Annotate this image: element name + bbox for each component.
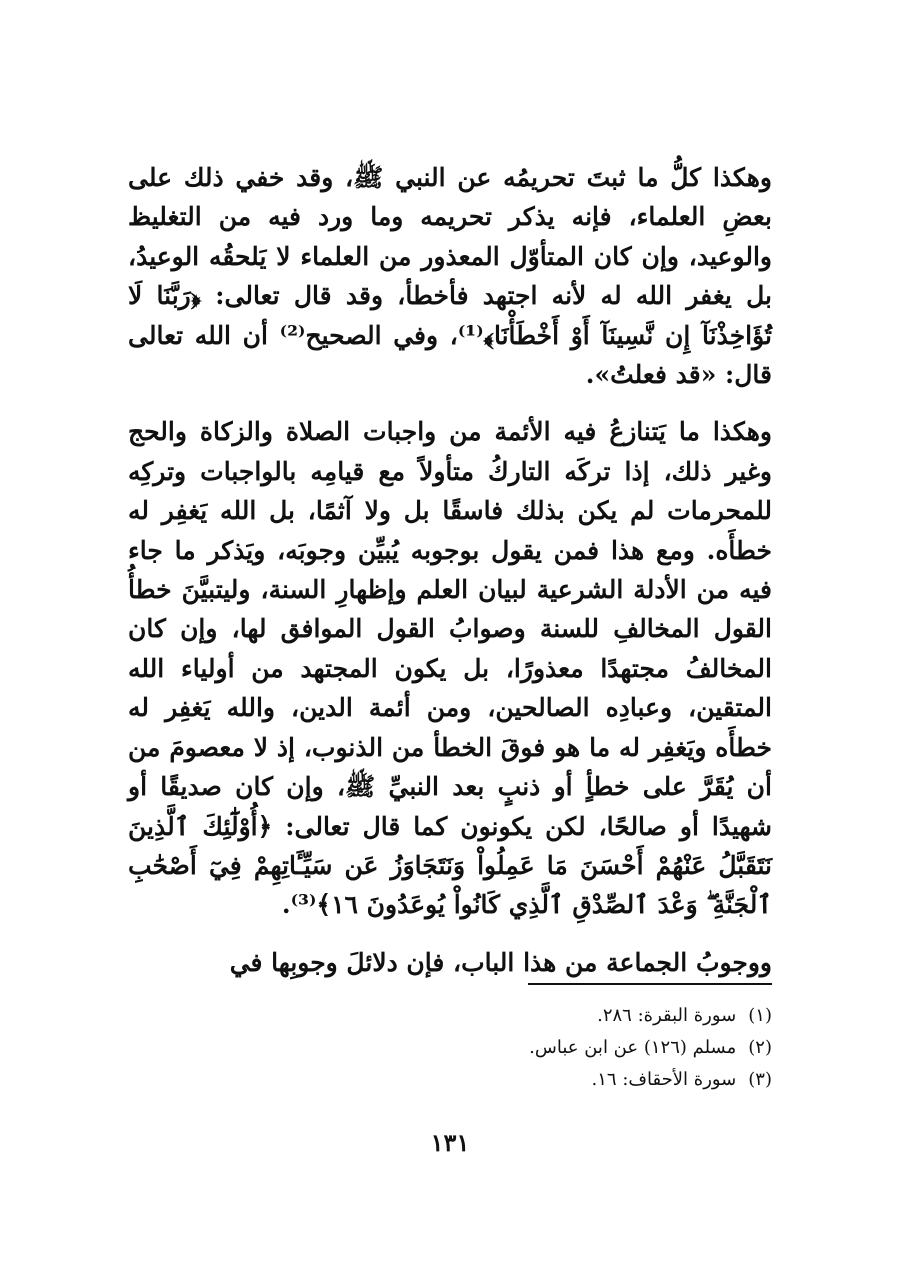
footnote-divider [528, 983, 772, 985]
footnote-1 [372, 1000, 772, 1032]
footnote-3 [372, 1064, 772, 1096]
footnote-text: سورة الأحقاف: ١٦. [591, 1069, 737, 1090]
footnote-2 [372, 1032, 772, 1064]
main-text [128, 158, 772, 982]
footnote-number: (٣) [748, 1069, 772, 1090]
paragraph-2: وهكذا ما يَتنازعُ فيه الأئمة من واجبات الصلاة والزكاة والحج وغير ذلك، إذا تركَه التاركُ متأولاً مع قيامِه بالواجبات وتركِه للمحرمات لم يكن بذلك فاسقًا بل ولا آثمًا، بل الله يَغفِر له خطأَه. ومع هذا فمن يقول بوجوبه يُبيِّن وجوبَه، ويَذكر ما جاء فيه من الأدلة الشرعية لبيان العلم وإظهارِ السنة، وليتبيَّنَ خطأُ القول المخالفِ للسنة وصوابُ القول الموافق لها، وإن كان المخالفُ مجتهدًا معذورًا، بل يكون المجتهد من أولياء الله المتقين، وعبادِه الصالحين، ومن أئمة الدين، والله يَغفِر له خطأَه ويَغفِر له ما هو فوقَ الخطأ من الذنوب، إذ لا معصومَ من أن يُقَرَّ على خطأٍ أو ذنبٍ بعد النبيِّ ﷺ، وإن كان صديقًا أو شهيدًا أو صالحًا، لكن يكونون كما قال تعالى: ﴿أُوْلَٰٓئِكَ ٱلَّذِينَ نَتَقَبَّلُ عَنْهُمْ أَحْسَنَ مَا عَمِلُواْ وَنَتَجَاوَزُ عَن سَيِّـَٔاتِهِمْ فِيٓ أَصْحَٰبِ ٱلْجَنَّةِ ۖ وَعْدَ ٱلصِّدْقِ ٱلَّذِي كَانُواْ يُوعَدُونَ ١٦﴾⁽³⁾. [128, 417, 772, 920]
paragraph-3: ووجوبُ الجماعة من هذا الباب، فإن دلائلَ وجوبِها في [229, 947, 772, 977]
footnote-text: سورة البقرة: ٢٨٦. [597, 1005, 737, 1026]
page-number: ١٣١ [430, 1128, 470, 1157]
footnote-text: مسلم (١٢٦) عن ابن عباس. [529, 1037, 737, 1058]
footnote-number: (٢) [748, 1037, 772, 1058]
footnotes [372, 1000, 772, 1096]
paragraph-1: وهكذا كلُّ ما ثبتَ تحريمُه عن النبي ﷺ، وقد خفي ذلك على بعضِ العلماء، فإنه يذكر تحريمه وما ورد فيه من التغليظ والوعيد، وإن كان المتأوّل المعذور من العلماء لا يَلحقُه الوعيدُ، بل يغفر الله له لأنه اجتهد فأخطأ، وقد قال تعالى: ﴿رَبَّنَا لَا تُؤَاخِذْنَآ إِن نَّسِينَآ أَوْ أَخْطَأْنَا﴾⁽¹⁾، وفي الصحيح⁽²⁾ أن الله تعالى قال: «قد فعلتُ». [128, 163, 772, 390]
footnote-number: (١) [748, 1005, 772, 1026]
